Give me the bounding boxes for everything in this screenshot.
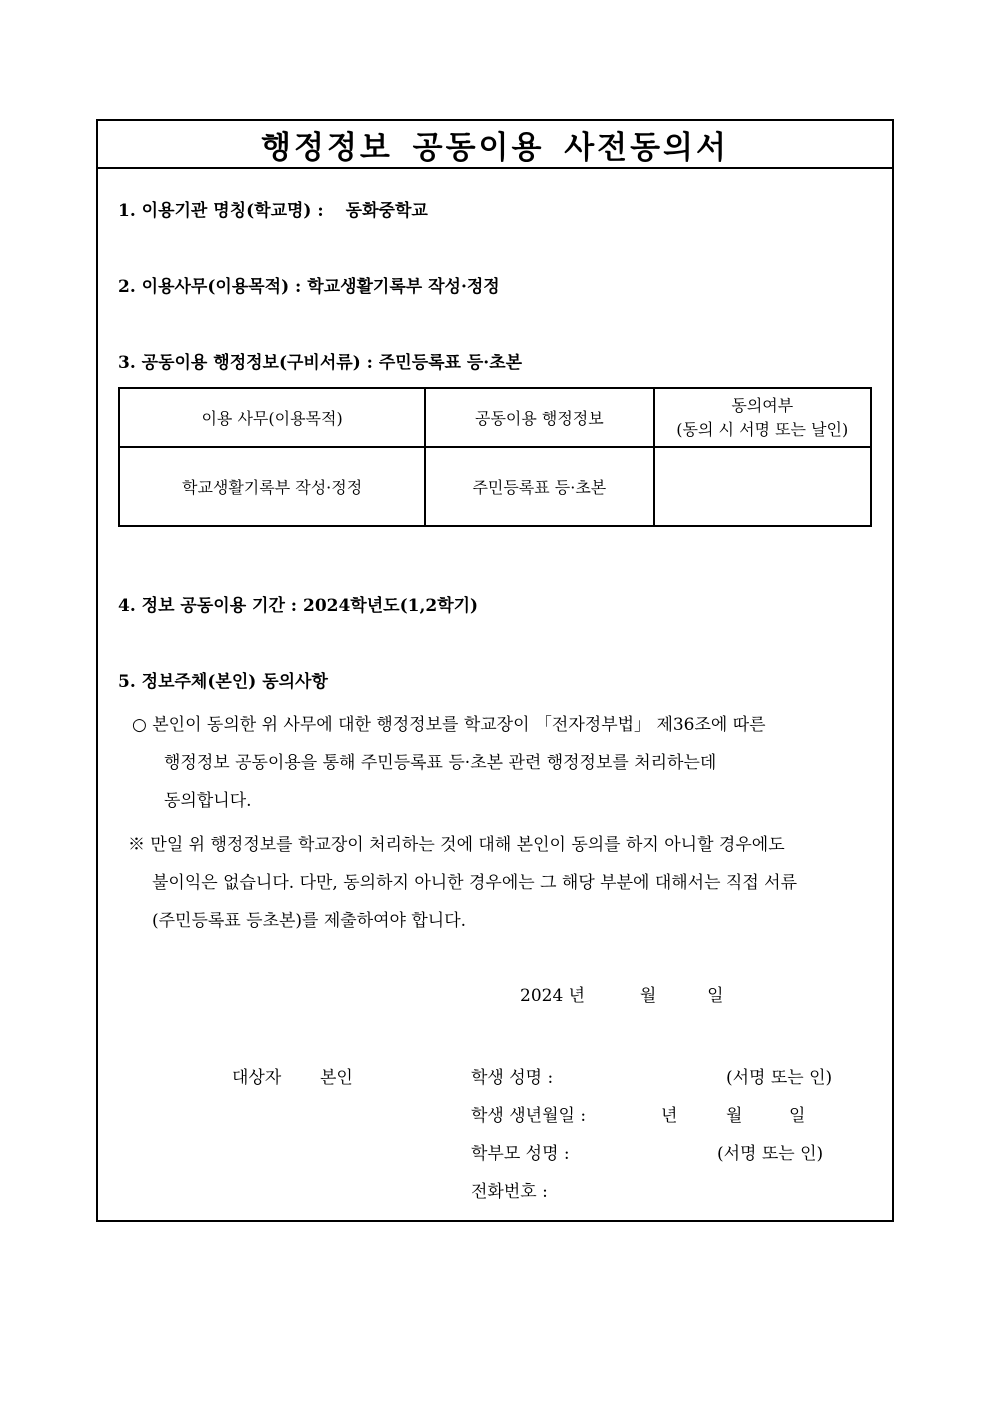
item-admin-info xyxy=(118,348,522,373)
item-period xyxy=(118,591,478,616)
header-consent-note: (동의 시 서명 또는 날인) xyxy=(676,419,849,439)
item-institution xyxy=(118,196,428,221)
consent-line-2: 행정정보 공동이용을 통해 주민등록표 등·초본 관련 행정정보를 처리하는데 xyxy=(164,753,717,773)
header-consent xyxy=(654,388,871,447)
admin-info-label: 3. 공동이용 행정정보(구비서류) : 주민등록표 등·초본 xyxy=(118,353,523,373)
date-line xyxy=(520,981,724,1006)
cell-purpose: 학교생활기록부 작성·정정 xyxy=(119,447,425,526)
student-name-label: 학생 성명 : xyxy=(471,1068,554,1088)
header-consent-title: 동의여부 xyxy=(731,395,794,415)
notice-line-2: 불이익은 없습니다. 다만, 동의하지 아니한 경우에는 그 해당 부분에 대해서는 직접 서류 xyxy=(152,873,798,893)
parent-name-label: 학부모 성명 : xyxy=(471,1144,570,1164)
student-birth-label: 학생 생년월일 : xyxy=(471,1106,587,1126)
title-bar xyxy=(98,121,892,169)
date-day: 일 xyxy=(707,986,724,1006)
header-purpose: 이용 사무(이용목적) xyxy=(119,388,425,447)
institution-label: 1. 이용기관 명칭(학교명) : xyxy=(118,201,324,221)
header-admin-info: 공동이용 행정정보 xyxy=(425,388,653,447)
target-label: 대상자 xyxy=(232,1068,282,1088)
parent-sign-note: (서명 또는 인) xyxy=(717,1144,824,1164)
info-table xyxy=(118,387,872,527)
target-self: 본인 xyxy=(320,1068,353,1088)
notice-line-1: ※ 만일 위 행정정보를 학교장이 처리하는 것에 대해 본인이 동의를 하지 아니할 경우에도 xyxy=(128,835,785,855)
period-label: 4. 정보 공동이용 기간 : 2024학년도(1,2학기) xyxy=(118,596,479,616)
consent-form xyxy=(96,119,894,1222)
notice-line-3: (주민등록표 등초본)를 제출하여야 합니다. xyxy=(152,911,467,931)
date-year: 2024 년 xyxy=(520,986,586,1006)
student-sign-note: (서명 또는 인) xyxy=(726,1068,833,1088)
table-header-row xyxy=(119,388,871,447)
consent-line-3: 동의합니다. xyxy=(164,791,252,811)
birth-month: 월 xyxy=(726,1106,743,1126)
cell-consent-signature[interactable] xyxy=(654,447,871,526)
birth-day: 일 xyxy=(789,1106,806,1126)
date-month: 월 xyxy=(639,986,657,1006)
institution-value: 동화중학교 xyxy=(345,201,428,221)
consent-matters-label: 5. 정보주체(본인) 동의사항 xyxy=(118,672,328,692)
cell-admin-info: 주민등록표 등·초본 xyxy=(425,447,653,526)
item-purpose xyxy=(118,272,500,297)
table-row xyxy=(119,447,871,526)
consent-line-1: ○ 본인이 동의한 위 사무에 대한 행정정보를 학교장이 「전자정부법」 제36조에 따른 xyxy=(132,715,766,735)
birth-year: 년 xyxy=(661,1106,678,1126)
document-title: 행정정보 공동이용 사전동의서 xyxy=(261,129,729,166)
phone-label: 전화번호 : xyxy=(471,1182,548,1202)
purpose-label: 2. 이용사무(이용목적) : 학교생활기록부 작성·정정 xyxy=(118,277,500,297)
item-consent-matters xyxy=(118,667,328,692)
